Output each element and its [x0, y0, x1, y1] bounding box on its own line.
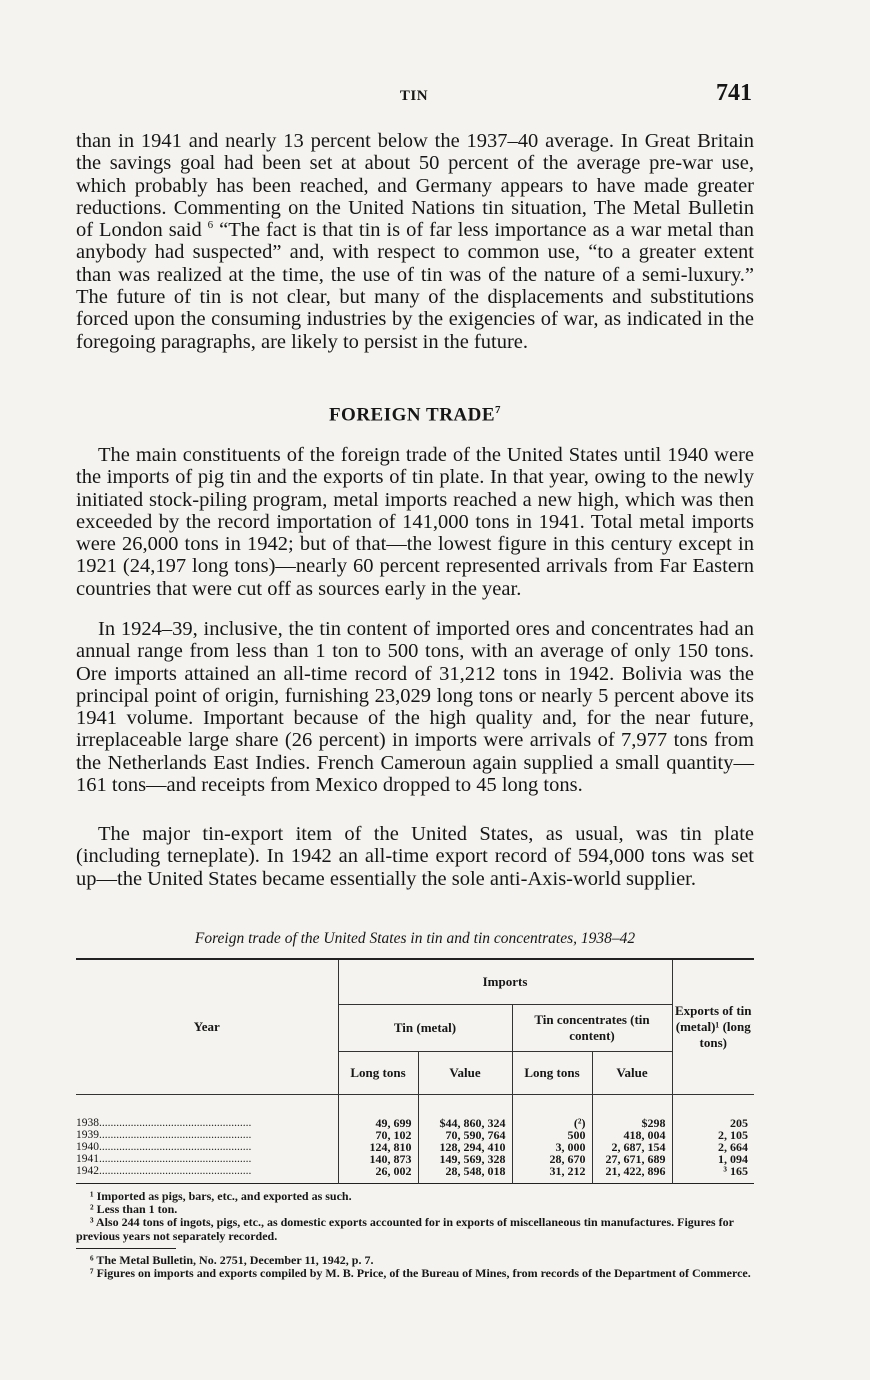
trade-table: [76, 958, 754, 1184]
table-note: ¹ Imported as pigs, bars, etc., and exported as such.: [90, 1189, 352, 1203]
exports-cell: 205: [672, 1095, 754, 1130]
paragraph-1: [76, 130, 754, 353]
row-year: 1942.....................................................: [76, 1165, 252, 1177]
metal-tons-cell: 140, 873: [338, 1153, 418, 1165]
metal-tons-cell: 49, 699: [338, 1095, 418, 1130]
conc-value-cell: 21, 422, 896: [592, 1165, 672, 1184]
metal-tons-cell: 26, 002: [338, 1165, 418, 1184]
header-conc-long-tons: Long tons: [512, 1052, 592, 1095]
page-number: 741: [716, 80, 752, 106]
table-row: [76, 1165, 754, 1184]
conc-tons-cell: 3, 000: [512, 1141, 592, 1153]
page-header: [76, 80, 752, 112]
footnote: ⁷ Figures on imports and exports compiled by M. B. Price, of the Bureau of Mines, from records of the Department of Commerce.: [90, 1266, 751, 1281]
header-year: Year: [76, 959, 338, 1095]
header-conc-value: Value: [592, 1052, 672, 1095]
exports-cell: 1, 094: [672, 1153, 754, 1165]
page-footnotes: [76, 1254, 754, 1280]
paragraph-3: In 1924–39, inclusive, the tin content of imported ores and concentrates had an annual range from less than 1 ton to 500 tons, with an average of only 150 tons. Ore imports attained an all-time record of 31,212 tons in 1942. Bolivia was the principal point of origin, furnishing 23,029 long tons or nearly 5 percent above its 1941 volume. Important because of the high quality and, for the near future, irreplaceable large share (26 percent) in imports were arrivals of 7,977 tons from the Netherlands East Indies. French Cameroun again supplied a small quantity—161 tons—and receipts from Mexico dropped to 45 long tons.: [76, 618, 754, 797]
row-year: 1940.....................................................: [76, 1141, 252, 1153]
paragraph-4: The major tin-export item of the United States, as usual, was tin plate (including terneplate). In 1942 an all-time export record of 594,000 tons was set up—the United States became essentially the sole anti-Axis-world supplier.: [76, 823, 754, 890]
metal-tons-cell: 124, 810: [338, 1141, 418, 1153]
row-year: 1939.....................................................: [76, 1129, 252, 1141]
exports-cell: 2, 664: [672, 1141, 754, 1153]
footnote-ref-6: 6: [207, 219, 214, 232]
metal-value-cell: $44, 860, 324: [418, 1095, 512, 1130]
footnote: ⁶ The Metal Bulletin, No. 2751, December 11, 1942, p. 7.: [90, 1253, 374, 1267]
running-title: TIN: [399, 88, 429, 104]
paragraph-1-text: than in 1941 and nearly 13 percent below the 1937–40 average. In Great Britain the savings goal had been set at about 50 percent of the average pre-war use, which probably has been reached, and Germany appears to have made greater reductions. Commenting on the United Nations tin situation, The Metal Bulletin of London said: [76, 130, 754, 242]
metal-value-cell: 149, 569, 328: [418, 1153, 512, 1165]
section-heading-text: FOREIGN TRADE: [328, 404, 496, 426]
metal-value-cell: 28, 548, 018: [418, 1165, 512, 1184]
metal-tons-cell: 70, 102: [338, 1129, 418, 1141]
table-note: ³ Also 244 tons of ingots, pigs, etc., as domestic exports accounted for in exports of miscellaneous tin manufactures. Figures for previous years not separately recorded.: [76, 1215, 734, 1243]
header-metal-long-tons: Long tons: [338, 1052, 418, 1095]
header-metal-value: Value: [418, 1052, 512, 1095]
section-heading: [76, 404, 754, 426]
exports-cell: ³ 165: [672, 1165, 754, 1184]
table-notes: [76, 1190, 754, 1243]
conc-tons-cell: 500: [512, 1129, 592, 1141]
footnote-divider: [76, 1248, 176, 1249]
footnote-ref-7: 7: [495, 404, 502, 416]
header-exports: Exports of tin (metal)¹ (long tons): [672, 959, 754, 1095]
conc-value-cell: 2, 687, 154: [592, 1141, 672, 1153]
row-year: 1941.....................................................: [76, 1153, 252, 1165]
header-tin-metal: Tin (metal): [338, 1005, 512, 1052]
table-caption: Foreign trade of the United States in tin and tin concentrates, 1938–42: [194, 930, 636, 947]
header-tin-concentrates: Tin concentrates (tin content): [512, 1005, 672, 1052]
conc-value-cell: 418, 004: [592, 1129, 672, 1141]
metal-value-cell: 128, 294, 410: [418, 1141, 512, 1153]
table-note: ² Less than 1 ton.: [90, 1202, 178, 1217]
paragraph-1-continued: “The fact is that tin is of far less importance as a war metal than anybody had suspected” and, with respect to common use, “to a greater extent than was realized at the time, the use of tin was of the nature of a semi-luxury.” The future of tin is not clear, but many of the displacements and substitutions forced upon the consuming industries by the exigencies of war, as indicated in the foregoing paragraphs, are likely to persist in the future.: [76, 219, 755, 353]
conc-tons-cell: 31, 212: [512, 1165, 592, 1184]
conc-tons-cell: 28, 670: [512, 1153, 592, 1165]
conc-value-cell: 27, 671, 689: [592, 1153, 672, 1165]
trade-table-wrapper: [76, 958, 754, 1184]
table-row: [76, 1095, 754, 1130]
paragraph-2: The main constituents of the foreign trade of the United States until 1940 were the imports of pig tin and the exports of tin plate. In that year, owing to the newly initiated stock-piling program, metal imports reached a new high, which was then exceeded by the record importation of 141,000 tons in 1941. Total metal imports were 26,000 tons in 1942; but of that—the lowest figure in this century except in 1921 (24,197 long tons)—nearly 60 percent represented arrivals from Far Eastern countries that were cut off as sources early in the year.: [76, 444, 754, 600]
conc-value-cell: $298: [592, 1095, 672, 1130]
conc-tons-cell: (²): [512, 1095, 592, 1130]
metal-value-cell: 70, 590, 764: [418, 1129, 512, 1141]
row-year: 1938.....................................................: [76, 1117, 252, 1129]
exports-cell: 2, 105: [672, 1129, 754, 1141]
header-imports: Imports: [338, 959, 672, 1005]
